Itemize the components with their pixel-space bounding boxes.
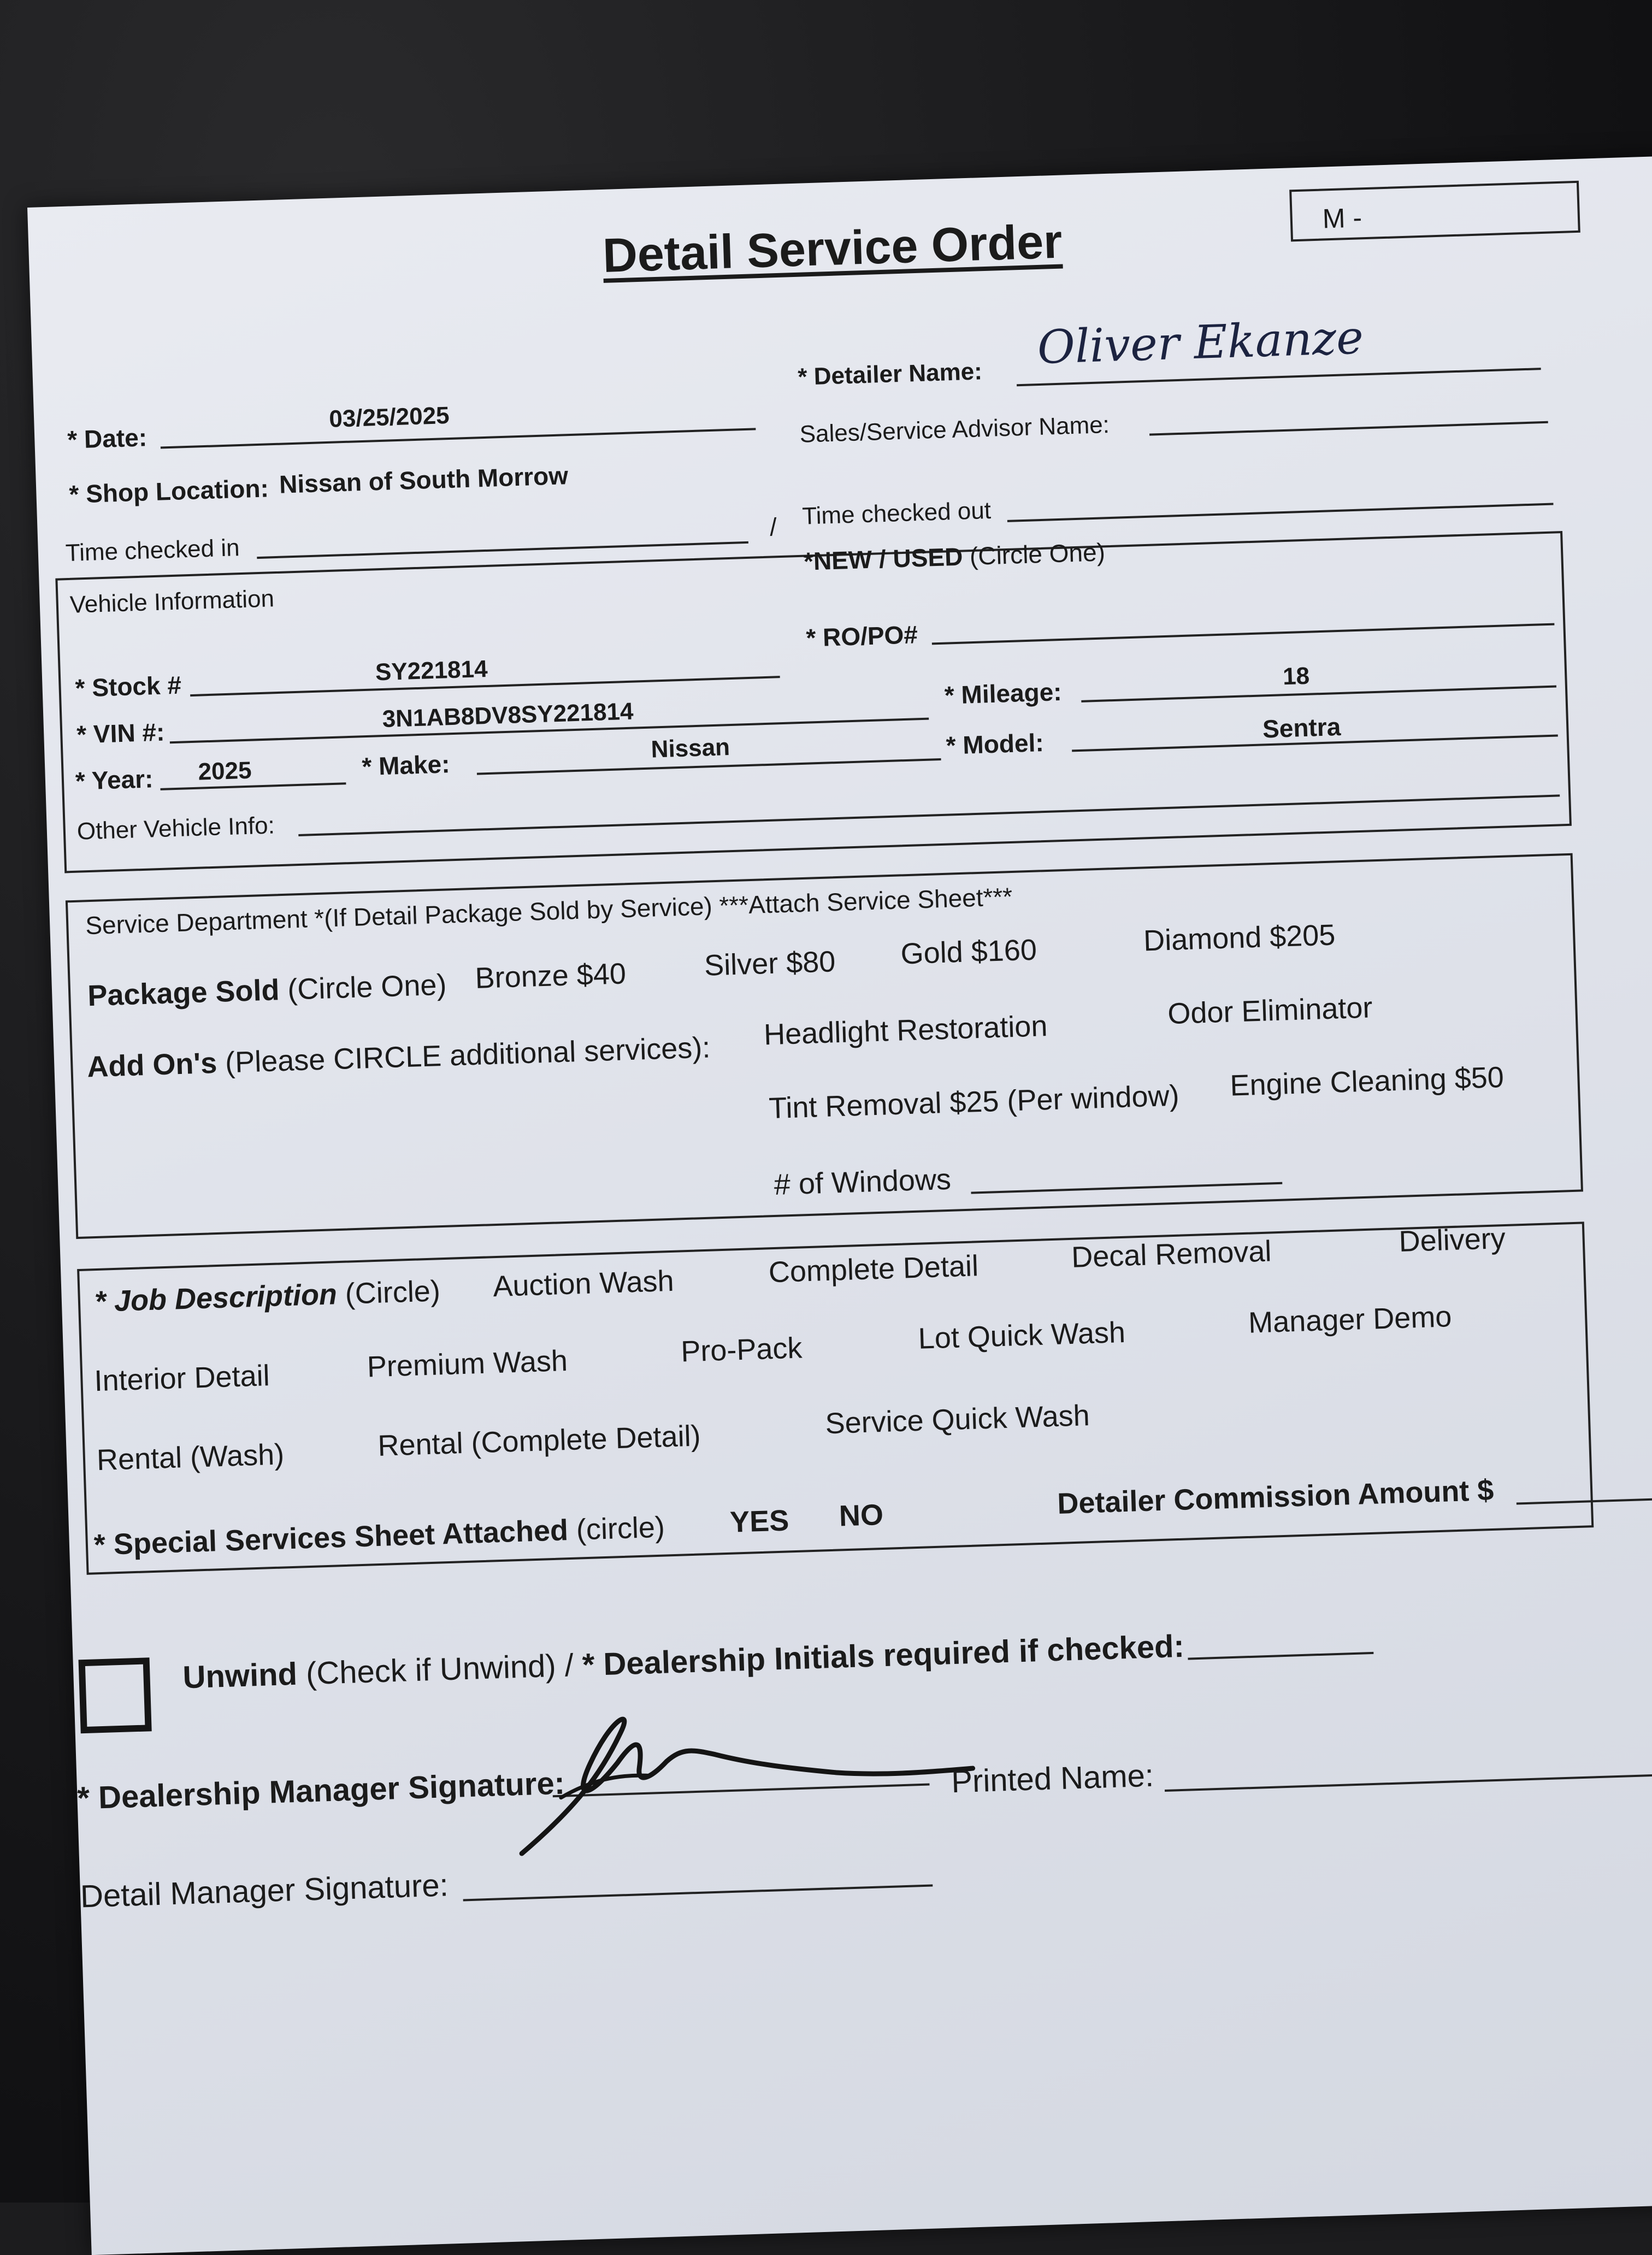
package-silver[interactable]: Silver $80 — [704, 945, 836, 982]
service-order-sheet — [27, 156, 1652, 2255]
job-description-hint: (Circle) — [344, 1274, 441, 1311]
addon-tint-removal[interactable]: Tint Removal $25 (Per window) — [768, 1079, 1180, 1125]
date-value: 03/25/2025 — [328, 402, 450, 433]
package-diamond[interactable]: Diamond $205 — [1143, 918, 1336, 958]
addon-odor-eliminator[interactable]: Odor Eliminator — [1167, 991, 1373, 1031]
make-value: Nissan — [650, 734, 730, 763]
time-out-label: Time checked out — [801, 497, 992, 530]
add-ons-hint: (Please CIRCLE additional services): — [225, 1031, 711, 1079]
model-value: Sentra — [1262, 712, 1342, 743]
mileage-label: * Mileage: — [944, 677, 1063, 710]
new-used-hint: (Circle One) — [969, 538, 1106, 571]
stock-label: * Stock # — [74, 670, 182, 703]
vehicle-info-label: Vehicle Information — [69, 585, 275, 618]
dealership-initials-field[interactable] — [1188, 1652, 1373, 1660]
advisor-name-field[interactable] — [1149, 421, 1548, 436]
package-bronze[interactable]: Bronze $40 — [474, 957, 627, 995]
time-separator: / — [769, 512, 777, 541]
unwind-hint: (Check if Unwind) / — [305, 1647, 574, 1692]
mileage-value: 18 — [1282, 662, 1310, 690]
shop-location-label: * Shop Location: — [68, 474, 269, 509]
dealership-initials-label: * Dealership Initials required if checked: — [581, 1628, 1185, 1683]
unwind-label: Unwind — [182, 1656, 298, 1696]
year-value: 2025 — [197, 757, 252, 786]
package-gold[interactable]: Gold $160 — [900, 933, 1037, 971]
job-delivery[interactable]: Delivery — [1398, 1221, 1506, 1259]
new-used-label: *NEW / USED — [803, 542, 964, 576]
date-label: * Date: — [67, 423, 148, 454]
vehicle-info-section — [55, 531, 1572, 873]
make-label: * Make: — [361, 749, 451, 781]
advisor-name-label: Sales/Service Advisor Name: — [799, 411, 1110, 448]
job-rental-wash[interactable]: Rental (Wash) — [96, 1438, 285, 1477]
ro-po-label: * RO/PO# — [805, 620, 918, 652]
service-department-header: Service Department *(If Detail Package Sold by Service) ***Attach Service Sheet*** — [85, 882, 1013, 940]
windows-count-label: # of Windows — [773, 1162, 952, 1201]
job-decal-removal[interactable]: Decal Removal — [1071, 1235, 1272, 1274]
detail-manager-signature-field[interactable] — [463, 1884, 933, 1901]
shop-location-value: Nissan of South Morrow — [279, 461, 569, 499]
unwind-checkbox[interactable] — [79, 1657, 152, 1733]
other-vehicle-info-label: Other Vehicle Info: — [76, 812, 275, 845]
time-out-field[interactable] — [1007, 503, 1554, 522]
job-auction-wash[interactable]: Auction Wash — [492, 1264, 675, 1303]
job-rental-complete-detail[interactable]: Rental (Complete Detail) — [377, 1419, 701, 1462]
addon-headlight-restoration[interactable]: Headlight Restoration — [763, 1010, 1048, 1052]
year-label: * Year: — [75, 764, 154, 795]
printed-name-field[interactable] — [1165, 1773, 1652, 1792]
detail-manager-signature-label: Detail Manager Signature: — [80, 1867, 449, 1915]
package-sold-hint: (Circle One) — [287, 968, 447, 1006]
detailer-name-label: * Detailer Name: — [797, 358, 983, 391]
job-manager-demo[interactable]: Manager Demo — [1248, 1300, 1453, 1339]
vin-label: * VIN #: — [76, 717, 166, 749]
special-services-hint: (circle) — [576, 1510, 665, 1546]
job-interior-detail[interactable]: Interior Detail — [93, 1359, 270, 1398]
package-sold-label: Package Sold — [87, 973, 280, 1013]
job-lot-quick-wash[interactable]: Lot Quick Wash — [917, 1315, 1126, 1355]
date-field[interactable] — [161, 428, 756, 448]
stock-value: SY221814 — [375, 655, 488, 686]
commission-amount-label: Detailer Commission Amount $ — [1057, 1473, 1495, 1520]
manager-signature-ink — [506, 1686, 1002, 1865]
time-in-field[interactable] — [257, 541, 748, 559]
dealership-manager-signature-label: * Dealership Manager Signature: — [76, 1765, 565, 1816]
form-title: Detail Service Order — [601, 214, 1063, 282]
vin-value: 3N1AB8DV8SY221814 — [381, 698, 634, 733]
printed-name-label: Printed Name: — [951, 1757, 1154, 1800]
add-ons-label: Add On's — [86, 1046, 218, 1084]
job-pro-pack[interactable]: Pro-Pack — [680, 1331, 803, 1368]
special-services-no[interactable]: NO — [839, 1498, 884, 1533]
detailer-name-signature: Oliver Ekanze — [1036, 310, 1365, 375]
m-number-label: M - — [1321, 202, 1362, 234]
job-service-quick-wash[interactable]: Service Quick Wash — [824, 1399, 1090, 1441]
special-services-label: * Special Services Sheet Attached — [93, 1514, 569, 1562]
addon-engine-cleaning[interactable]: Engine Cleaning $50 — [1229, 1060, 1504, 1102]
time-in-label: Time checked in — [65, 534, 240, 567]
job-complete-detail[interactable]: Complete Detail — [768, 1249, 979, 1289]
job-description-label: * Job Description — [94, 1278, 338, 1319]
model-label: * Model: — [945, 728, 1045, 760]
special-services-yes[interactable]: YES — [729, 1504, 790, 1539]
job-premium-wash[interactable]: Premium Wash — [367, 1344, 568, 1384]
m-number-box[interactable] — [1289, 181, 1580, 242]
